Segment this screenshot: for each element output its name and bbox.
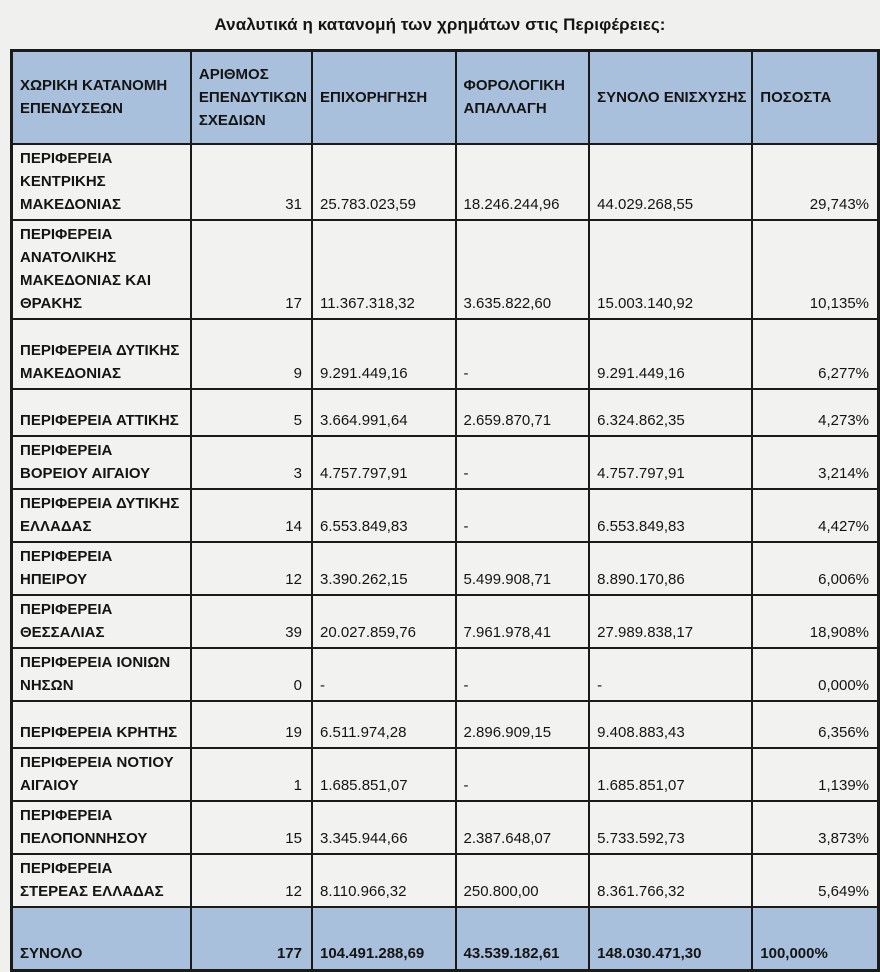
plans-count-cell: 0 xyxy=(191,648,312,701)
percent-cell: 3,214% xyxy=(752,436,878,489)
header-total-aid: ΣΥΝΟΛΟ ΕΝΙΣΧΥΣΗΣ xyxy=(589,51,752,144)
total-aid-cell: 6.324.862,35 xyxy=(589,389,752,436)
total-plans-cell: 177 xyxy=(191,907,312,971)
plans-count-cell: 14 xyxy=(191,489,312,542)
table-row xyxy=(12,801,879,854)
header-spatial-distribution: ΧΩΡΙΚΗ ΚΑΤΑΝΟΜΗ ΕΠΕΝΔΥΣΕΩΝ xyxy=(12,51,191,144)
table-body xyxy=(12,144,879,907)
percent-cell: 6,006% xyxy=(752,542,878,595)
region-cell: ΠΕΡΙΦΕΡΕΙΑ ΣΤΕΡΕΑΣ ΕΛΛΑΔΑΣ xyxy=(12,854,191,907)
grant-cell: - xyxy=(312,648,456,701)
total-aid-cell: 148.030.471,30 xyxy=(589,907,752,971)
total-aid-cell: 8.361.766,32 xyxy=(589,854,752,907)
grant-cell: 3.345.944,66 xyxy=(312,801,456,854)
grant-cell: 6.511.974,28 xyxy=(312,701,456,748)
tax-exemption-cell: 2.659.870,71 xyxy=(456,389,590,436)
table-row xyxy=(12,648,879,701)
percent-cell: 6,356% xyxy=(752,701,878,748)
tax-exemption-cell: 2.387.648,07 xyxy=(456,801,590,854)
total-row xyxy=(12,907,879,971)
region-cell: ΠΕΡΙΦΕΡΕΙΑ ΝΟΤΙΟΥ ΑΙΓΑΙΟΥ xyxy=(12,748,191,801)
plans-count-cell: 12 xyxy=(191,854,312,907)
total-aid-cell: 8.890.170,86 xyxy=(589,542,752,595)
total-grant-cell: 104.491.288,69 xyxy=(312,907,456,971)
table-row xyxy=(12,701,879,748)
grant-cell: 8.110.966,32 xyxy=(312,854,456,907)
table-row xyxy=(12,595,879,648)
tax-exemption-cell: - xyxy=(456,489,590,542)
tax-exemption-cell: 7.961.978,41 xyxy=(456,595,590,648)
region-cell: ΠΕΡΙΦΕΡΕΙΑ ΔΥΤΙΚΗΣ ΕΛΛΑΔΑΣ xyxy=(12,489,191,542)
plans-count-cell: 19 xyxy=(191,701,312,748)
percent-cell: 6,277% xyxy=(752,319,878,389)
header-row xyxy=(12,51,879,144)
region-cell: ΠΕΡΙΦΕΡΕΙΑ ΙΟΝΙΩΝ ΝΗΣΩΝ xyxy=(12,648,191,701)
percent-cell: 29,743% xyxy=(752,144,878,220)
total-label-cell: ΣΥΝΟΛΟ xyxy=(12,907,191,971)
region-cell: ΠΕΡΙΦΕΡΕΙΑ ΗΠΕΙΡΟΥ xyxy=(12,542,191,595)
percent-cell: 10,135% xyxy=(752,220,878,319)
table-row xyxy=(12,489,879,542)
total-aid-cell: 6.553.849,83 xyxy=(589,489,752,542)
total-aid-cell: 15.003.140,92 xyxy=(589,220,752,319)
grant-cell: 3.390.262,15 xyxy=(312,542,456,595)
table-row xyxy=(12,748,879,801)
total-percent-cell: 100,000% xyxy=(752,907,878,971)
grant-cell: 20.027.859,76 xyxy=(312,595,456,648)
region-cell: ΠΕΡΙΦΕΡΕΙΑ ΑΝΑΤΟΛΙΚΗΣ ΜΑΚΕΔΟΝΙΑΣ ΚΑΙ ΘΡΑΚΗΣ xyxy=(12,220,191,319)
percent-cell: 4,273% xyxy=(752,389,878,436)
plans-count-cell: 12 xyxy=(191,542,312,595)
header-grant: ΕΠΙΧΟΡΗΓΗΣΗ xyxy=(312,51,456,144)
total-aid-cell: 1.685.851,07 xyxy=(589,748,752,801)
tax-exemption-cell: 2.896.909,15 xyxy=(456,701,590,748)
table-header xyxy=(12,51,879,144)
table-row xyxy=(12,389,879,436)
region-cell: ΠΕΡΙΦΕΡΕΙΑ ΒΟΡΕΙΟΥ ΑΙΓΑΙΟΥ xyxy=(12,436,191,489)
tax-exemption-cell: - xyxy=(456,648,590,701)
grant-cell: 25.783.023,59 xyxy=(312,144,456,220)
region-cell: ΠΕΡΙΦΕΡΕΙΑ ΑΤΤΙΚΗΣ xyxy=(12,389,191,436)
region-cell: ΠΕΡΙΦΕΡΕΙΑ ΔΥΤΙΚΗΣ ΜΑΚΕΔΟΝΙΑΣ xyxy=(12,319,191,389)
grant-cell: 11.367.318,32 xyxy=(312,220,456,319)
percent-cell: 3,873% xyxy=(752,801,878,854)
total-aid-cell: 27.989.838,17 xyxy=(589,595,752,648)
grant-cell: 9.291.449,16 xyxy=(312,319,456,389)
percent-cell: 5,649% xyxy=(752,854,878,907)
region-cell: ΠΕΡΙΦΕΡΕΙΑ ΘΕΣΣΑΛΙΑΣ xyxy=(12,595,191,648)
total-aid-cell: - xyxy=(589,648,752,701)
header-tax-exemption: ΦΟΡΟΛΟΓΙΚΗ ΑΠΑΛΛΑΓΗ xyxy=(456,51,590,144)
grant-cell: 6.553.849,83 xyxy=(312,489,456,542)
tax-exemption-cell: 250.800,00 xyxy=(456,854,590,907)
page-title: Αναλυτικά η κατανομή των χρημάτων στις Περιφέρειες: xyxy=(214,15,666,34)
plans-count-cell: 15 xyxy=(191,801,312,854)
tax-exemption-cell: - xyxy=(456,748,590,801)
total-aid-cell: 44.029.268,55 xyxy=(589,144,752,220)
grant-cell: 4.757.797,91 xyxy=(312,436,456,489)
table-footer xyxy=(12,907,879,971)
plans-count-cell: 3 xyxy=(191,436,312,489)
total-aid-cell: 5.733.592,73 xyxy=(589,801,752,854)
table-row xyxy=(12,854,879,907)
tax-exemption-cell: 3.635.822,60 xyxy=(456,220,590,319)
tax-exemption-cell: 5.499.908,71 xyxy=(456,542,590,595)
region-cell: ΠΕΡΙΦΕΡΕΙΑ ΚΡΗΤΗΣ xyxy=(12,701,191,748)
percent-cell: 18,908% xyxy=(752,595,878,648)
tax-exemption-cell: - xyxy=(456,319,590,389)
tax-exemption-cell: 18.246.244,96 xyxy=(456,144,590,220)
percent-cell: 0,000% xyxy=(752,648,878,701)
grant-cell: 3.664.991,64 xyxy=(312,389,456,436)
percent-cell: 4,427% xyxy=(752,489,878,542)
tax-exemption-cell: - xyxy=(456,436,590,489)
total-aid-cell: 9.408.883,43 xyxy=(589,701,752,748)
plans-count-cell: 17 xyxy=(191,220,312,319)
total-tax-cell: 43.539.182,61 xyxy=(456,907,590,971)
table-row xyxy=(12,436,879,489)
plans-count-cell: 5 xyxy=(191,389,312,436)
table-row xyxy=(12,319,879,389)
table-row xyxy=(12,542,879,595)
table-row xyxy=(12,220,879,319)
percent-cell: 1,139% xyxy=(752,748,878,801)
region-cell: ΠΕΡΙΦΕΡΕΙΑ ΚΕΝΤΡΙΚΗΣ ΜΑΚΕΔΟΝΙΑΣ xyxy=(12,144,191,220)
header-percentages: ΠΟΣΟΣΤΑ xyxy=(752,51,878,144)
plans-count-cell: 1 xyxy=(191,748,312,801)
table-row xyxy=(12,144,879,220)
plans-count-cell: 9 xyxy=(191,319,312,389)
total-aid-cell: 9.291.449,16 xyxy=(589,319,752,389)
plans-count-cell: 39 xyxy=(191,595,312,648)
funds-distribution-table xyxy=(10,49,880,972)
header-investment-plans-count: ΑΡΙΘΜΟΣ ΕΠΕΝΔΥΤΙΚΩΝ ΣΧΕΔΙΩΝ xyxy=(191,51,312,144)
grant-cell: 1.685.851,07 xyxy=(312,748,456,801)
plans-count-cell: 31 xyxy=(191,144,312,220)
total-aid-cell: 4.757.797,91 xyxy=(589,436,752,489)
region-cell: ΠΕΡΙΦΕΡΕΙΑ ΠΕΛΟΠΟΝΝΗΣΟΥ xyxy=(12,801,191,854)
